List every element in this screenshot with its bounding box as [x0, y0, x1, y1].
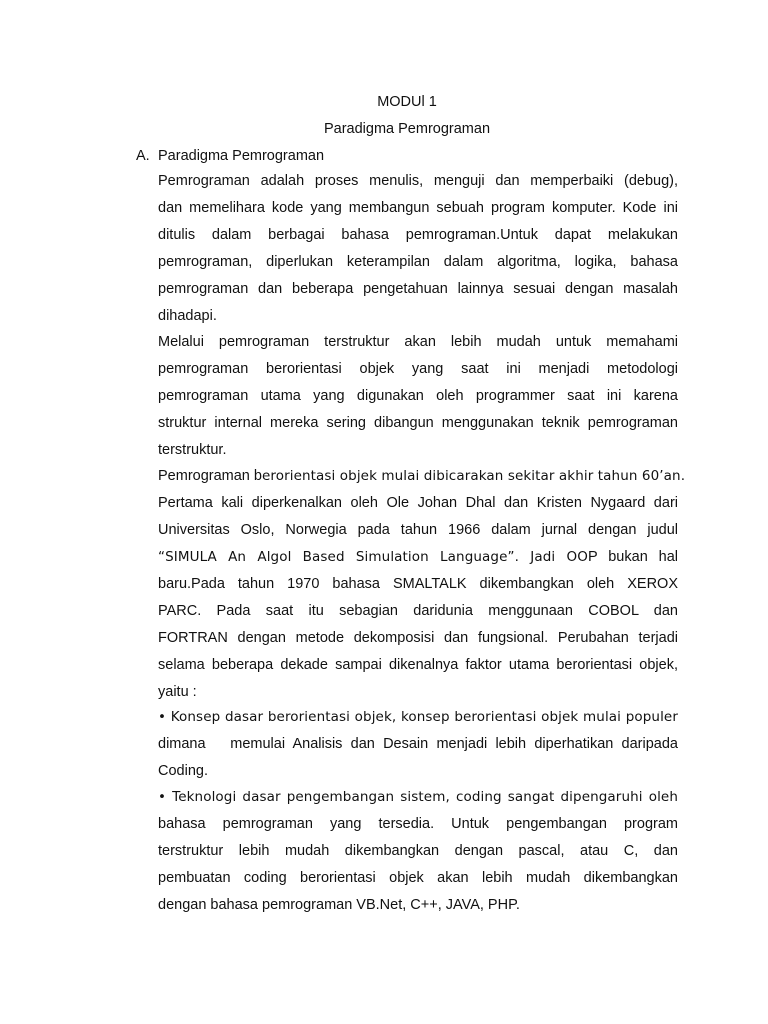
- text-line: terstruktur.: [158, 442, 227, 458]
- text-line: selama beberapa dekade sampai dikenalnya faktor utama berorientasi objek,: [158, 657, 678, 673]
- paragraph-structured-programming: [158, 329, 678, 464]
- text-line: dimana memulai Analisis dan Desain menjadi lebih diperhatikan daripada: [158, 736, 678, 752]
- paragraph-oop-history: [158, 463, 686, 706]
- text-line: • Teknologi dasar pengembangan sistem, coding sangat dipengaruhi oleh: [158, 789, 678, 805]
- module-title: MODUl 1: [377, 94, 437, 110]
- paragraph-definition: [158, 168, 678, 330]
- text-line: dengan bahasa pemrograman VB.Net, C++, JAVA, PHP.: [158, 897, 520, 913]
- text-line: [158, 544, 678, 571]
- text-line: Melalui pemrograman terstruktur akan lebih mudah untuk memahami: [158, 334, 678, 350]
- text-line: ditulis dalam berbagai bahasa pemrograman.Untuk dapat melakukan: [158, 227, 678, 243]
- text-line: dihadapi.: [158, 308, 217, 324]
- text-line: pemrograman, diperlukan keterampilan dalam algoritma, logika, bahasa: [158, 254, 678, 270]
- text-line: Universitas Oslo, Norwegia pada tahun 1966 dalam jurnal dengan judul: [158, 522, 678, 538]
- text-segment: “SIMULA An Algol Based Simulation Language”. Jadi OO: [158, 549, 588, 565]
- module-subtitle: Paradigma Pemrograman: [323, 121, 491, 137]
- text-line: pemrograman berorientasi objek yang saat ini menjadi metodologi: [158, 361, 678, 377]
- text-line: pemrograman dan beberapa pengetahuan lainnya sesuai dengan masalah: [158, 281, 678, 297]
- text-line: pembuatan coding berorientasi objek akan lebih mudah dikembangkan: [158, 870, 678, 886]
- text-line: dan memelihara kode yang membangun sebuah program komputer. Kode ini: [158, 200, 678, 216]
- text-segment: Pemrograman b: [158, 468, 262, 484]
- text-segment: P bukan hal: [587, 549, 679, 565]
- text-line: Pemrograman adalah proses menulis, menguji dan memperbaiki (debug),: [158, 173, 678, 189]
- section-heading: [136, 147, 324, 165]
- text-line: FORTRAN dengan metode dekomposisi dan fungsional. Perubahan terjadi: [158, 630, 678, 646]
- text-line: struktur internal mereka sering dibangun menggunakan teknik pemrograman: [158, 415, 678, 431]
- text-line: • Konsep dasar berorientasi objek, konsep berorientasi objek mulai populer: [158, 709, 678, 725]
- section-heading-text: Paradigma Pemrograman: [158, 148, 325, 164]
- bullet-concept: [158, 704, 678, 785]
- text-line: bahasa pemrograman yang tersedia. Untuk pengembangan program: [158, 816, 678, 832]
- text-line: [158, 463, 686, 490]
- text-line: terstruktur lebih mudah dikembangkan dengan pascal, atau C, dan: [158, 843, 678, 859]
- bullet-technology: [158, 784, 678, 919]
- text-line: pemrograman utama yang digunakan oleh programmer saat ini karena: [158, 388, 678, 404]
- section-letter: A.: [136, 148, 150, 164]
- text-line: yaitu :: [158, 684, 197, 700]
- text-line: baru.Pada tahun 1970 bahasa SMALTALK dikembangkan oleh XEROX: [158, 576, 678, 592]
- text-line: PARC. Pada saat itu sebagian daridunia menggunaan COBOL dan: [158, 603, 678, 619]
- text-segment: erorientasi objek mulai dibicarakan sekitar akhir tahun 60’an.: [261, 468, 686, 484]
- text-line: Pertama kali diperkenalkan oleh Ole Johan Dhal dan Kristen Nygaard dari: [158, 495, 678, 511]
- text-line: Coding.: [158, 763, 208, 779]
